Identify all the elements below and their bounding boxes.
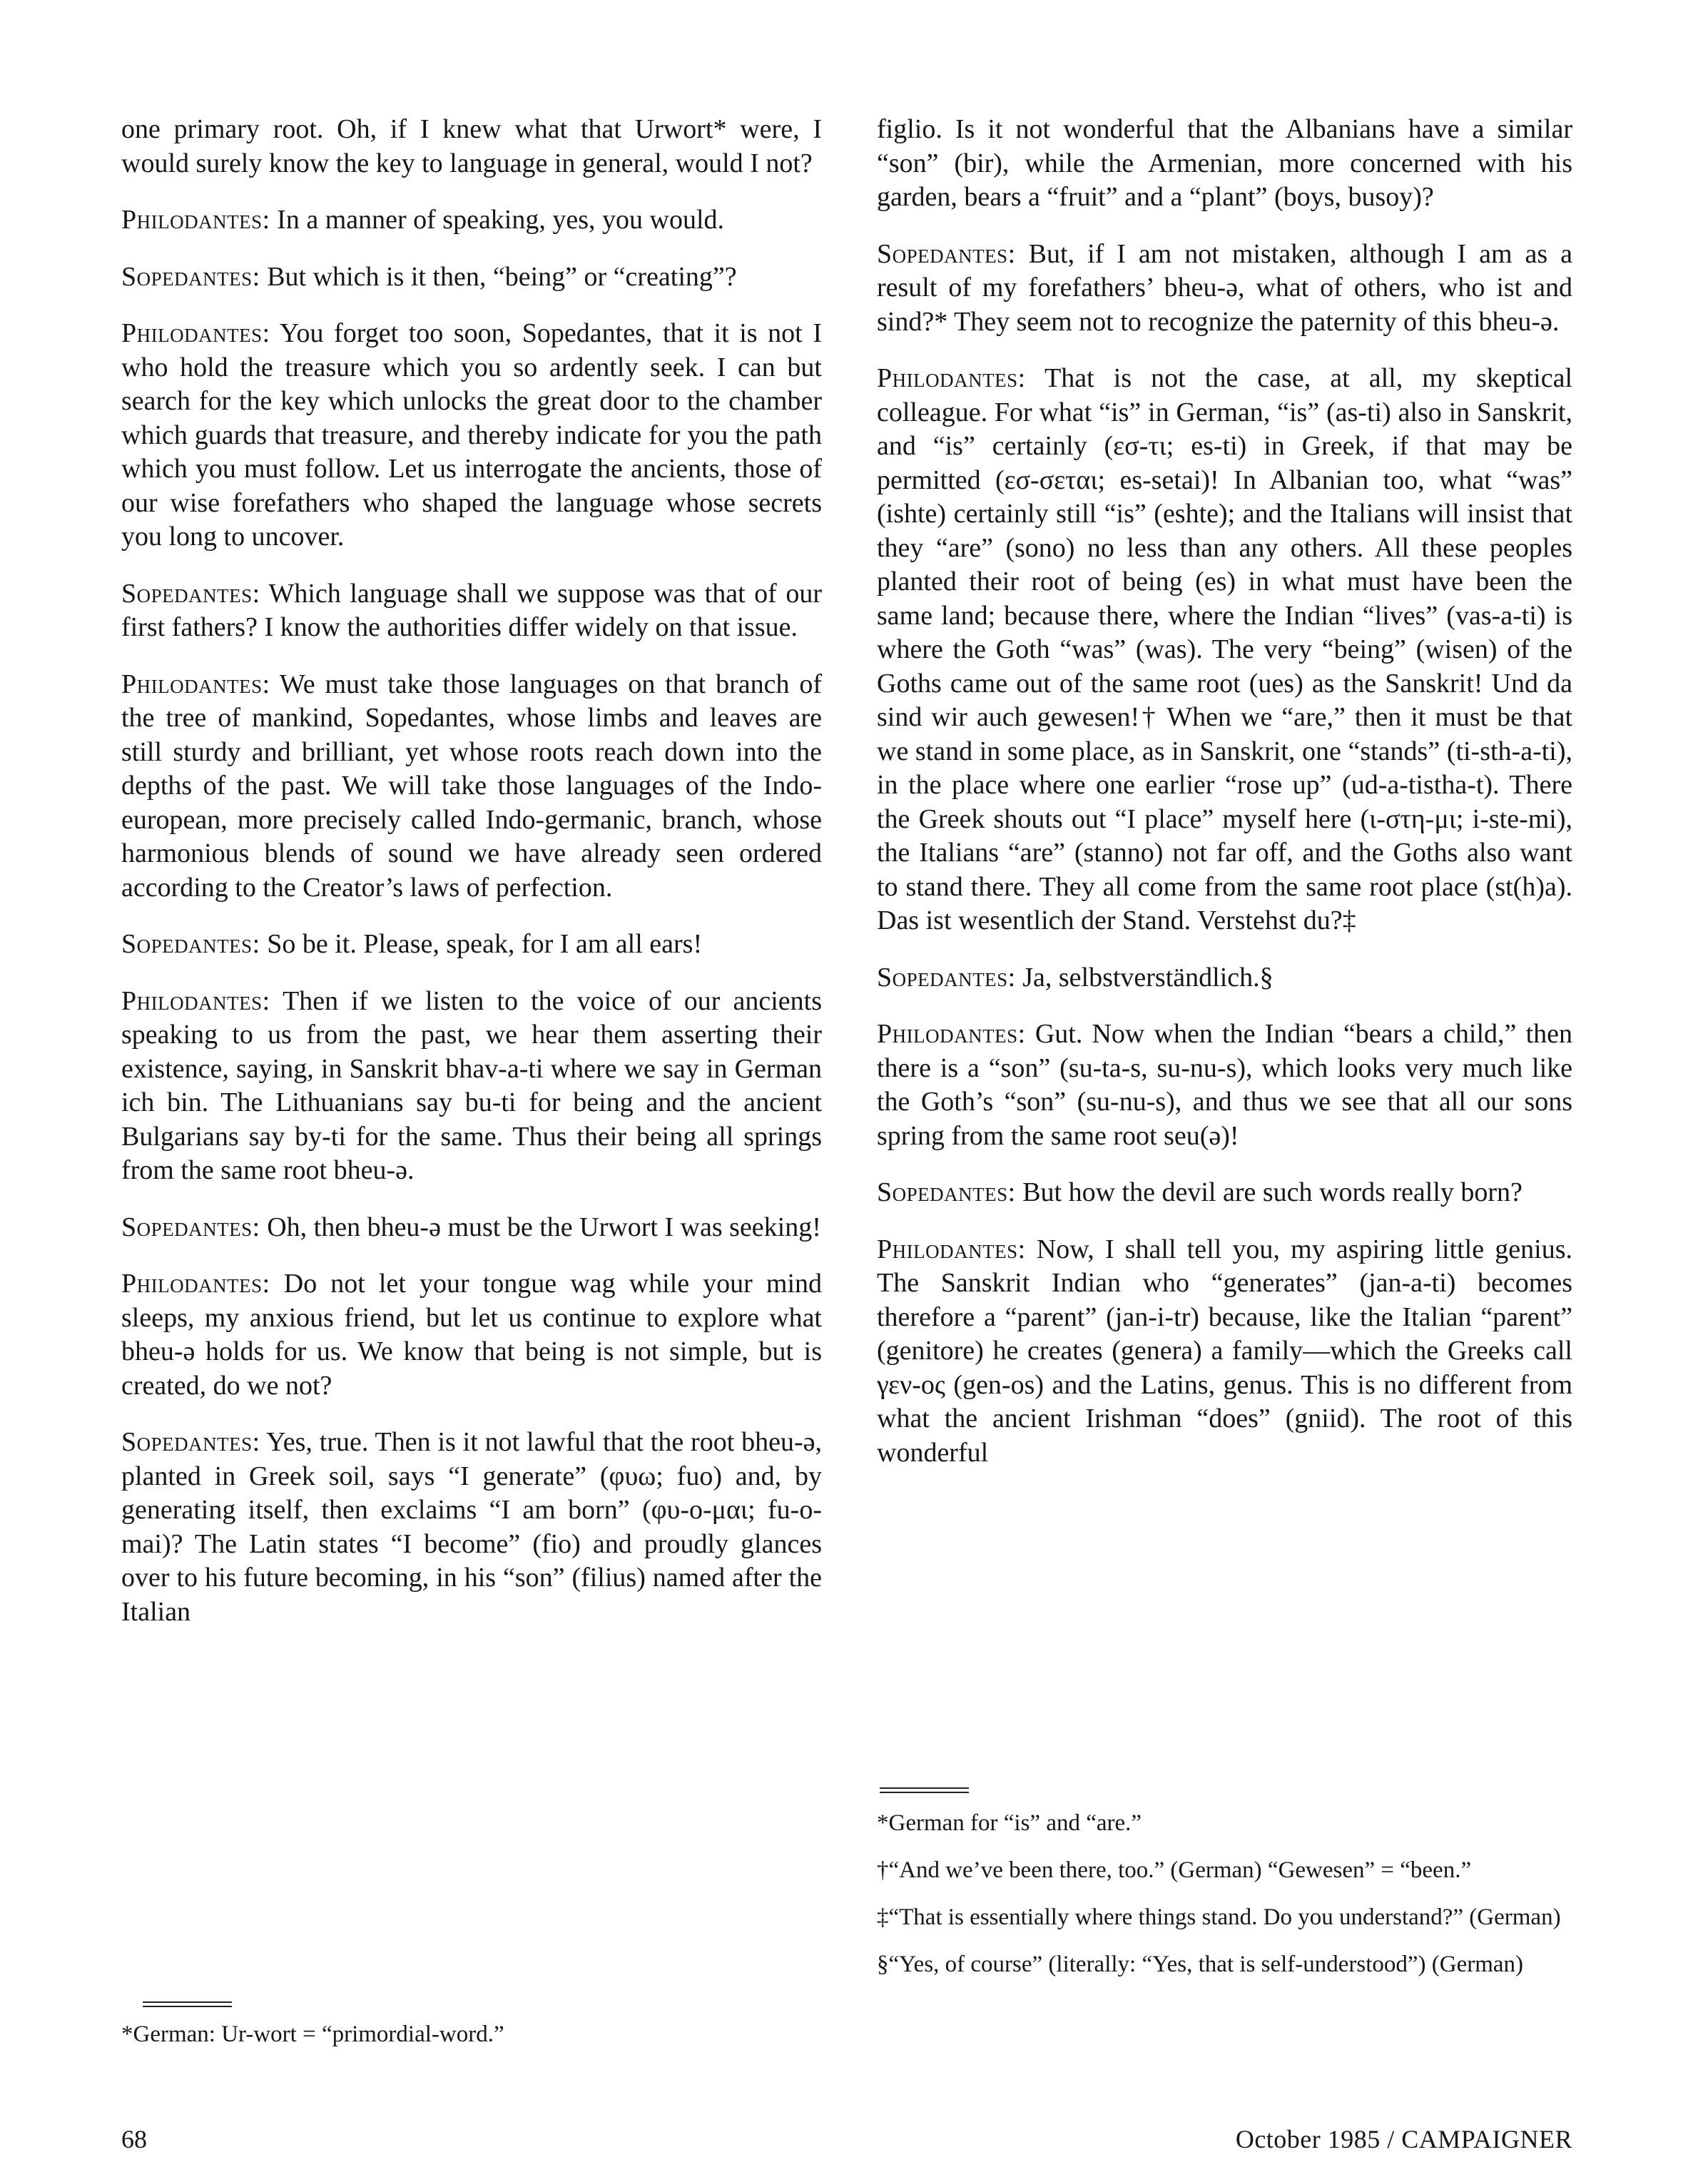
left-column [121, 113, 822, 1652]
paragraph [877, 961, 1572, 995]
speaker: Philodantes: [121, 205, 270, 235]
paragraph [121, 260, 822, 295]
paragraph-text: Ja, selbstverständlich.§ [1015, 962, 1274, 993]
paragraph-text: Now, I shall tell you, my aspiring little genius. The Sanskrit Indian who “generates” (jan-a-ti) becomes therefore a “parent” (jan-i-tr) because, like the Italian “parent” (genitore) he creates (genera) a family—which the Greeks call γεν-ος (gen-os) and the Latins, genus. This is no different from what the ancient Irishman “does” (gniid). The root of this wonderful [877, 1234, 1572, 1468]
paragraph [877, 113, 1572, 215]
page-number: 68 [121, 2125, 147, 2153]
paragraph-text: figlio. Is it not wonderful that the Albanians have a similar “son” (bir), while the Armenian, more concerned with his garden, bears a “fruit” and a “plant” (boys, busoy)? [877, 114, 1572, 212]
paragraph-text: So be it. Please, speak, for I am all ears! [260, 929, 703, 959]
paragraph-text: Which language shall we suppose was that of our first fathers? I know the authorities differ widely on that issue. [121, 578, 822, 642]
paragraph-text: In a manner of speaking, yes, you would. [270, 205, 725, 235]
paragraph-text: Do not let your tongue wag while your mind sleeps, my anxious friend, but let us continue to explore what bheu-ə holds for us. We know that being is not simple, but is created, do we not? [121, 1269, 822, 1401]
paragraph-text: But which is it then, “being” or “creating”? [260, 261, 737, 292]
paragraph [877, 362, 1572, 938]
speaker: Sopedantes: [121, 578, 260, 609]
footnote: *German for “is” and “are.” [877, 1810, 1142, 1836]
footnote: §“Yes, of course” (literally: “Yes, that is self-understood”) (German) [877, 1952, 1524, 1977]
footnote: ‡“That is essentially where things stand. Do you understand?” (German) [877, 1904, 1561, 1930]
footnote: *German: Ur-wort = “primordial-word.” [121, 2021, 504, 2047]
paragraph-text: Oh, then bheu-ə must be the Urwort I was seeking! [260, 1212, 821, 1242]
speaker: Sopedantes: [121, 1427, 260, 1457]
publication-footer: October 1985 / CAMPAIGNER [1235, 2125, 1572, 2153]
paragraph-text: But, if I am not mistaken, although I am as a result of my forefathers’ bheu-ə, what of others, who ist and sind?* They seem not to recognize the paternity of this bheu-ə. [877, 238, 1572, 337]
paragraph-text: We must take those languages on that branch of the tree of mankind, Sopedantes, whose limbs and leaves are still sturdy and brilliant, yet whose roots reach down into the depths of the past. We will take those languages of the Indo-european, more precisely called Indo-germanic, branch, whose harmonious blends of sound we have already seen ordered according to the Creator’s laws of perfection. [121, 669, 822, 903]
speaker: Philodantes: [121, 1269, 270, 1299]
speaker: Sopedantes: [121, 1212, 260, 1242]
paragraph [121, 317, 822, 554]
speaker: Philodantes: [121, 985, 270, 1016]
paragraph [121, 203, 822, 238]
speaker: Philodantes: [877, 363, 1026, 393]
right-column [877, 113, 1572, 1493]
paragraph [121, 668, 822, 905]
speaker: Sopedantes: [877, 1177, 1016, 1207]
speaker: Sopedantes: [121, 929, 260, 959]
paragraph [121, 113, 822, 181]
footnotes-left [121, 2019, 822, 2066]
paragraph [121, 1426, 822, 1629]
speaker: Sopedantes: [877, 962, 1016, 993]
paragraph [877, 1176, 1572, 1210]
speaker: Philodantes: [121, 669, 270, 699]
paragraph-text: That is not the case, at all, my skeptical colleague. For what “is” in German, “is” (as-ti) also in Sanskrit, and “is” certainly (εσ-τι; es-ti) in Greek, if that may be permitted (εσ-σεται; es-setai)! In Albanian too, what “was” (ishte) certainly still “is” (eshte); and the Italians will insist that they “are” (sono) no less than any others. All these peoples planted their root of being (es) in what must have been the same land; because there, where the Indian “lives” (vas-a-ti) is where the Goth “was” (was). The very “being” (wisen) of the Goths came out of the same root (ues) as the Sanskrit! Und da sind wir auch gewesen!† When we “are,” then it must be that we stand in some place, as in Sanskrit, one “stands” (ti-sth-a-ti), in the place where one earlier “rose up” (ud-a-tistha-t). There the Greek shouts out “I place” myself here (ι-στη-μι; i-ste-mi), the Italians “are” (stanno) not far off, and the Goths also want to stand there. They all come from the same root place (st(h)a). Das ist wesentlich der Stand. Verstehst du?‡ [877, 363, 1572, 935]
speaker: Philodantes: [877, 1234, 1026, 1264]
paragraph-text: Then if we listen to the voice of our ancients speaking to us from the past, we hear them asserting their existence, saying, in Sanskrit bhav-a-ti where we say in German ich bin. The Lithuanians say bu-ti for being and the ancient Bulgarians say by-ti for the same. Thus their being all springs from the same root bheu-ə. [121, 985, 822, 1185]
paragraph [121, 577, 822, 645]
paragraph-text: Gut. Now when the Indian “bears a child,” then there is a “son” (su-ta-s, su-nu-s), which looks very much like the Goth’s “son” (su-nu-s), and thus we see that all our sons spring from the same root seu(ə)! [877, 1019, 1572, 1151]
paragraph [877, 238, 1572, 340]
footnote-rule [143, 2001, 232, 2007]
paragraph [877, 1017, 1572, 1153]
paragraph [121, 1267, 822, 1403]
speaker: Sopedantes: [121, 261, 260, 292]
paragraph-text: one primary root. Oh, if I knew what that Urwort* were, I would surely know the key to language in general, would I not? [121, 114, 822, 178]
footnote: †“And we’ve been there, too.” (German) “Gewesen” = “been.” [877, 1857, 1472, 1883]
speaker: Philodantes: [877, 1019, 1026, 1049]
footnotes-right [877, 1808, 1572, 1996]
paragraph [121, 1211, 822, 1245]
paragraph-text: But how the devil are such words really born? [1015, 1177, 1523, 1207]
paragraph-text: You forget too soon, Sopedantes, that it is not I who hold the treasure which you so ardently seek. I can but search for the key which unlocks the great door to the chamber which guards that treasure, and thereby indicate for you the path which you must follow. Let us interrogate the ancients, those of our wise forefathers who shaped the language whose secrets you long to uncover. [121, 318, 822, 552]
paragraph [121, 985, 822, 1188]
paragraph-text: Yes, true. Then is it not lawful that the root bheu-ə, planted in Greek soil, says “I generate” (φυω; fuo) and, by generating itself, then exclaims “I am born” (φυ-ο-μαι; fu-o-mai)? The Latin states “I become” (fio) and proudly glances over to his future becoming, in his “son” (filius) named after the Italian [121, 1427, 822, 1627]
speaker: Philodantes: [121, 318, 270, 348]
paragraph [121, 928, 822, 962]
speaker: Sopedantes: [877, 238, 1016, 269]
paragraph [877, 1233, 1572, 1471]
footnote-rule [880, 1787, 969, 1793]
